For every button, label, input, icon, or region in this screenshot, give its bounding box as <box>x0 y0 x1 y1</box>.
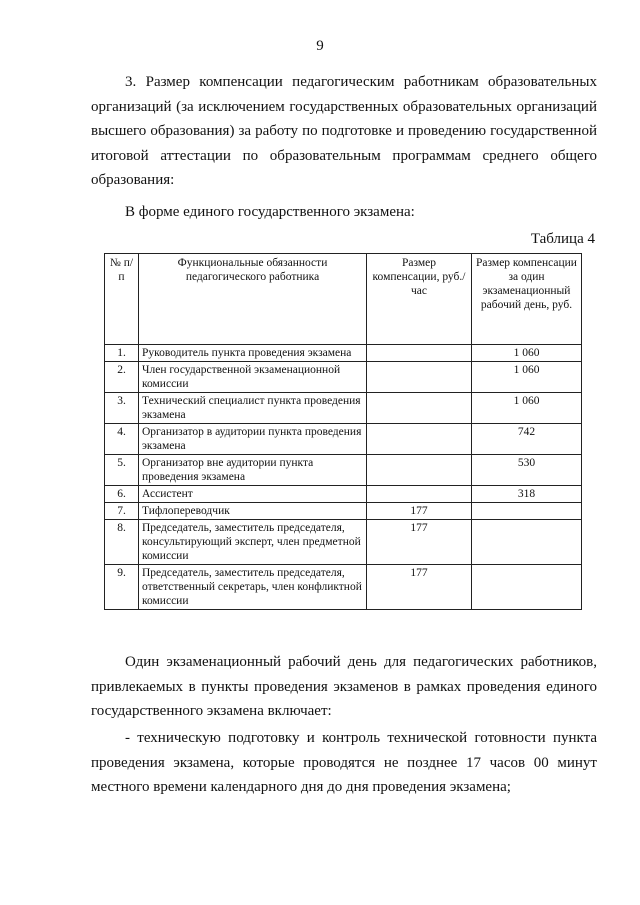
row-daily-rate: 530 <box>472 455 582 486</box>
paragraph-technical-preparation: - техническую подготовку и контроль технической готовности пункта проведения экзамена, которые проводятся не позднее 17 часов 00 минут местного времени календарного дня до дня проведения экзамена; <box>91 730 597 795</box>
table-row <box>105 362 582 393</box>
row-daily-rate: 1 060 <box>472 345 582 362</box>
row-function: Председатель, заместитель председателя, ответственный секретарь, член конфликтной комиссии <box>139 565 367 610</box>
table-caption: Таблица 4 <box>530 231 595 247</box>
row-hourly-rate: 177 <box>367 565 472 610</box>
row-daily-rate <box>472 520 582 565</box>
table-row <box>105 520 582 565</box>
paragraph-ege-form: В форме единого государственного экзамена: <box>125 204 415 220</box>
row-daily-rate <box>472 565 582 610</box>
paragraph-compensation-intro: 3. Размер компенсации педагогическим работникам образовательных организаций (за исключением государственных образовательных организаций высшего образования) за работу по подготовке и проведению государственной итоговой аттестации по образовательным программам среднего общего образования: <box>91 74 597 188</box>
page-number: 9 <box>316 38 324 54</box>
table-row <box>105 455 582 486</box>
compensation-table <box>104 253 582 610</box>
header-function: Функциональные обязанности педагогического работника <box>139 254 367 345</box>
row-function: Председатель, заместитель председателя, консультирующий эксперт, член предметной комиссии <box>139 520 367 565</box>
table-row <box>105 503 582 520</box>
row-hourly-rate <box>367 424 472 455</box>
row-function: Тифлопереводчик <box>139 503 367 520</box>
row-hourly-rate <box>367 345 472 362</box>
row-hourly-rate <box>367 455 472 486</box>
row-function: Технический специалист пункта проведения экзамена <box>139 393 367 424</box>
row-hourly-rate <box>367 486 472 503</box>
row-number: 9. <box>105 565 139 610</box>
header-hourly-rate: Размер компенсации, руб./час <box>367 254 472 345</box>
row-function: Организатор вне аудитории пункта проведения экзамена <box>139 455 367 486</box>
row-number: 4. <box>105 424 139 455</box>
table-body <box>105 345 582 610</box>
row-function: Руководитель пункта проведения экзамена <box>139 345 367 362</box>
row-hourly-rate <box>367 362 472 393</box>
table-row <box>105 345 582 362</box>
row-number: 1. <box>105 345 139 362</box>
header-number: № п/п <box>105 254 139 345</box>
row-number: 7. <box>105 503 139 520</box>
row-daily-rate: 1 060 <box>472 362 582 393</box>
row-function: Член государственной экзаменационной комиссии <box>139 362 367 393</box>
row-daily-rate: 742 <box>472 424 582 455</box>
row-number: 3. <box>105 393 139 424</box>
row-daily-rate <box>472 503 582 520</box>
row-number: 5. <box>105 455 139 486</box>
table-header-row <box>105 254 582 345</box>
row-hourly-rate: 177 <box>367 520 472 565</box>
row-daily-rate: 1 060 <box>472 393 582 424</box>
row-daily-rate: 318 <box>472 486 582 503</box>
row-function: Организатор в аудитории пункта проведения экзамена <box>139 424 367 455</box>
row-hourly-rate <box>367 393 472 424</box>
row-number: 6. <box>105 486 139 503</box>
table-row <box>105 486 582 503</box>
table-row <box>105 393 582 424</box>
row-hourly-rate: 177 <box>367 503 472 520</box>
row-function: Ассистент <box>139 486 367 503</box>
table-row <box>105 424 582 455</box>
table-row <box>105 565 582 610</box>
paragraph-exam-day: Один экзаменационный рабочий день для педагогических работников, привлекаемых в пункты проведения экзаменов в рамках проведения единого государственного экзамена включает: <box>91 654 597 719</box>
header-daily-rate: Размер компенсации за один экзаменационный рабочий день, руб. <box>472 254 582 345</box>
row-number: 2. <box>105 362 139 393</box>
row-number: 8. <box>105 520 139 565</box>
